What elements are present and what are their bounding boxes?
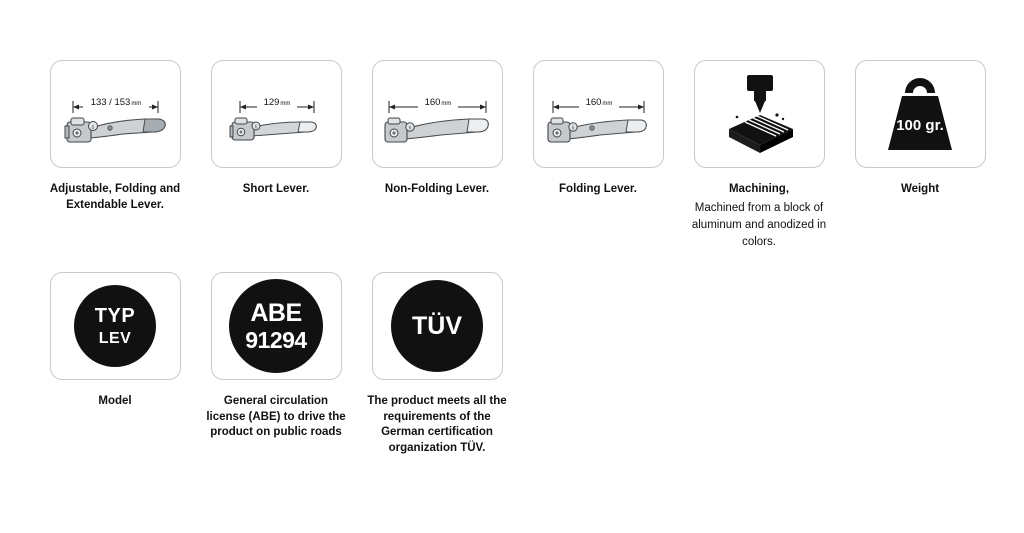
lever-dimension-unit: mm <box>279 101 290 107</box>
lever-card <box>533 60 664 168</box>
svg-text:6: 6 <box>91 125 94 131</box>
spec-description: Machined from a block of aluminum and anodized in colors. <box>691 201 827 249</box>
lever-dimension-value: 133 / 153 <box>90 97 130 108</box>
spec-item-weight <box>847 60 993 198</box>
lever-icon <box>375 64 500 164</box>
spec-caption: Short Lever. <box>242 183 310 195</box>
spec-caption: The product meets all the requirements of the German certification organization TÜV. <box>367 395 507 454</box>
weight-badge-text: 100 gr. <box>895 117 944 134</box>
spec-caption: Adjustable, Folding and Extendable Lever. <box>49 183 181 211</box>
spec-item-non-folding-lever <box>364 60 510 198</box>
lever-dimension-unit: mm <box>601 101 612 107</box>
lever-card <box>211 60 342 168</box>
lever-dimension-unit: mm <box>130 101 141 107</box>
spec-item-model <box>42 272 188 410</box>
spec-item-machining <box>686 60 832 251</box>
tuv-badge-icon <box>391 280 483 372</box>
spec-caption: Weight <box>900 183 940 195</box>
abe-card <box>211 272 342 380</box>
svg-text:6: 6 <box>254 124 257 131</box>
spec-item-short-lever <box>203 60 349 198</box>
spec-item-tuv-certification <box>364 272 510 456</box>
spec-caption-group <box>686 168 832 251</box>
abe-badge-icon <box>229 279 323 373</box>
typ-lev-badge-icon <box>74 285 156 367</box>
lever-icon <box>53 64 178 164</box>
lever-dimension-value: 129 <box>263 97 279 108</box>
spec-row-certifications <box>42 272 510 456</box>
spec-row-primary <box>42 60 993 251</box>
spec-item-folding-lever <box>525 60 671 198</box>
badge-line1: TÜV <box>412 311 462 340</box>
badge-line2: 91294 <box>245 326 307 353</box>
lever-card <box>50 60 181 168</box>
weight-icon <box>868 68 973 160</box>
spec-caption: Model <box>98 395 132 407</box>
spec-caption: Non-Folding Lever. <box>384 183 490 195</box>
lever-dimension-unit: mm <box>440 101 451 107</box>
spec-caption: General circulation license (ABE) to drive the product on public roads <box>206 395 346 439</box>
spec-item-abe-license <box>203 272 349 441</box>
cnc-milling-icon <box>707 67 812 162</box>
lever-icon <box>214 64 339 164</box>
lever-card <box>372 60 503 168</box>
spec-item-adjustable-folding-extendable-lever <box>42 60 188 213</box>
machining-card <box>694 60 825 168</box>
svg-text:6: 6 <box>571 125 574 132</box>
lever-dimension-value: 160 <box>424 97 440 108</box>
badge-line1: ABE <box>250 298 302 327</box>
spec-caption: Machining, <box>728 183 790 195</box>
lever-icon <box>536 64 661 164</box>
badge-line2: LEV <box>98 329 132 347</box>
tuv-card <box>372 272 503 380</box>
badge-line1: TYP <box>94 304 136 327</box>
lever-dimension-value: 160 <box>585 97 601 108</box>
svg-text:6: 6 <box>408 125 411 132</box>
model-card <box>50 272 181 380</box>
weight-card <box>855 60 986 168</box>
spec-caption: Folding Lever. <box>559 183 637 195</box>
